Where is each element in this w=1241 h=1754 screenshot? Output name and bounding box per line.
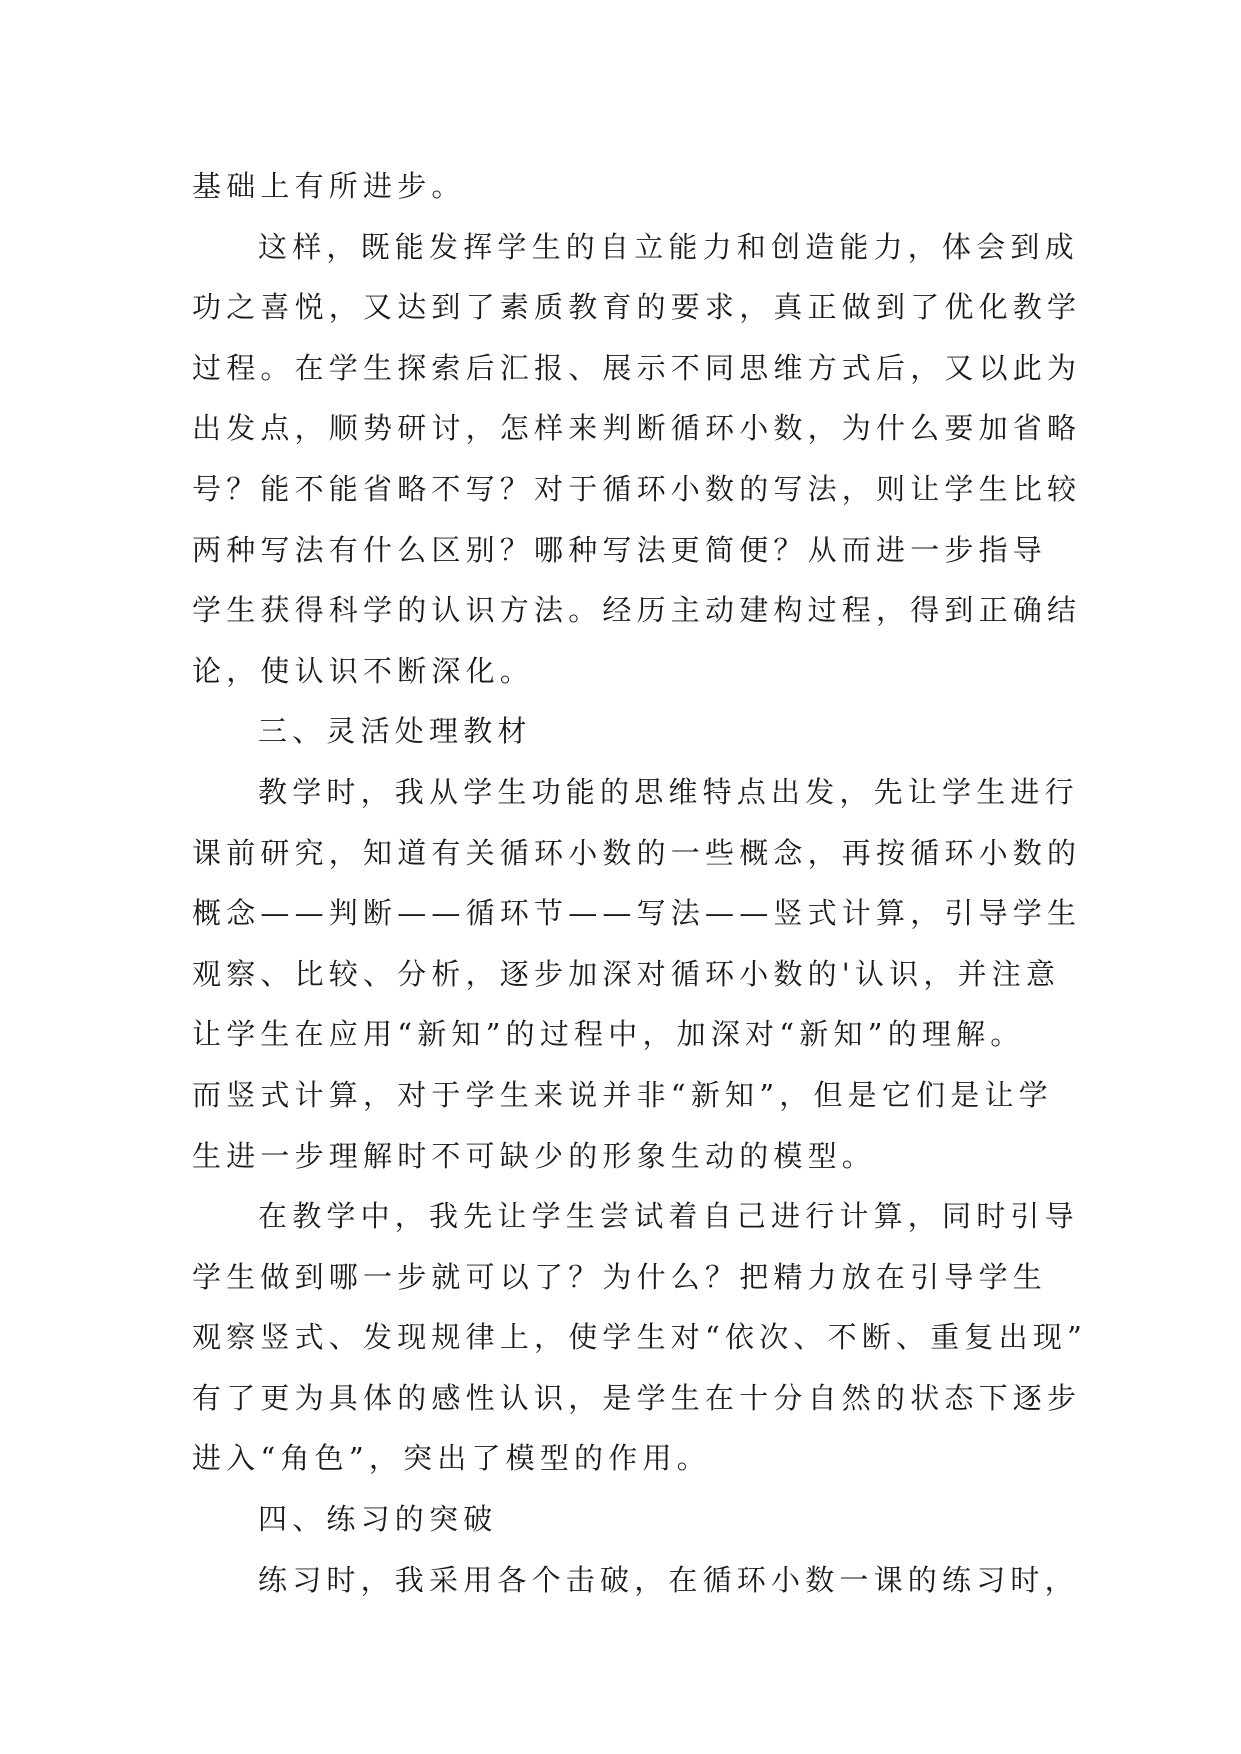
section-heading: 三、灵活处理教材: [258, 714, 532, 749]
text-line: 论，使认识不断深化。: [192, 653, 535, 688]
text-line: 课前研究，知道有关循环小数的一些概念，再按循环小数的: [192, 835, 1082, 870]
text-line: 观察竖式、发现规律上，使学生对“依次、不断、重复出现”: [192, 1320, 1088, 1355]
text-line: 功之喜悦，又达到了素质教育的要求，真正做到了优化教学: [192, 290, 1082, 325]
text-line: 出发点，顺势研讨，怎样来判断循环小数，为什么要加省略: [192, 411, 1082, 446]
document-body: [192, 156, 1088, 1610]
text-line: 让学生在应用“新知”的过程中，加深对“新知”的理解。: [192, 1017, 1025, 1052]
paragraph-start-line: 教学时，我从学生功能的思维特点出发，先让学生进行: [258, 774, 1079, 809]
text-line: 生进一步理解时不可缺少的形象生动的模型。: [192, 1138, 877, 1173]
paragraph-start-line: 练习时，我采用各个击破，在循环小数一课的练习时，: [258, 1562, 1079, 1597]
text-line: 号？能不能省略不写？对于循环小数的写法，则让学生比较: [192, 471, 1082, 506]
section-heading: 四、练习的突破: [258, 1502, 498, 1537]
paragraph-start-line: 在教学中，我先让学生尝试着自己进行计算，同时引导: [258, 1199, 1079, 1234]
text-line: 进入“角色”，突出了模型的作用。: [192, 1441, 711, 1476]
text-line: 学生做到哪一步就可以了？为什么？把精力放在引导学生: [192, 1259, 1048, 1294]
text-line: 概念——判断——循环节——写法——竖式计算，引导学生: [192, 896, 1082, 931]
text-line: 而竖式计算，对于学生来说并非“新知”，但是它们是让学: [192, 1077, 1053, 1112]
text-line: 过程。在学生探索后汇报、展示不同思维方式后，又以此为: [192, 350, 1082, 385]
text-line: 观察、比较、分析，逐步加深对循环小数的'认识，并注意: [192, 956, 1061, 991]
text-line: 有了更为具体的感性认识，是学生在十分自然的状态下逐步: [192, 1380, 1082, 1415]
text-line: 两种写法有什么区别？哪种写法更简便？从而进一步指导: [192, 532, 1048, 567]
text-line: 学生获得科学的认识方法。经历主动建构过程，得到正确结: [192, 593, 1082, 628]
paragraph-start-line: 这样，既能发挥学生的自立能力和创造能力，体会到成: [258, 229, 1079, 264]
text-line: 基础上有所进步。: [192, 169, 466, 203]
